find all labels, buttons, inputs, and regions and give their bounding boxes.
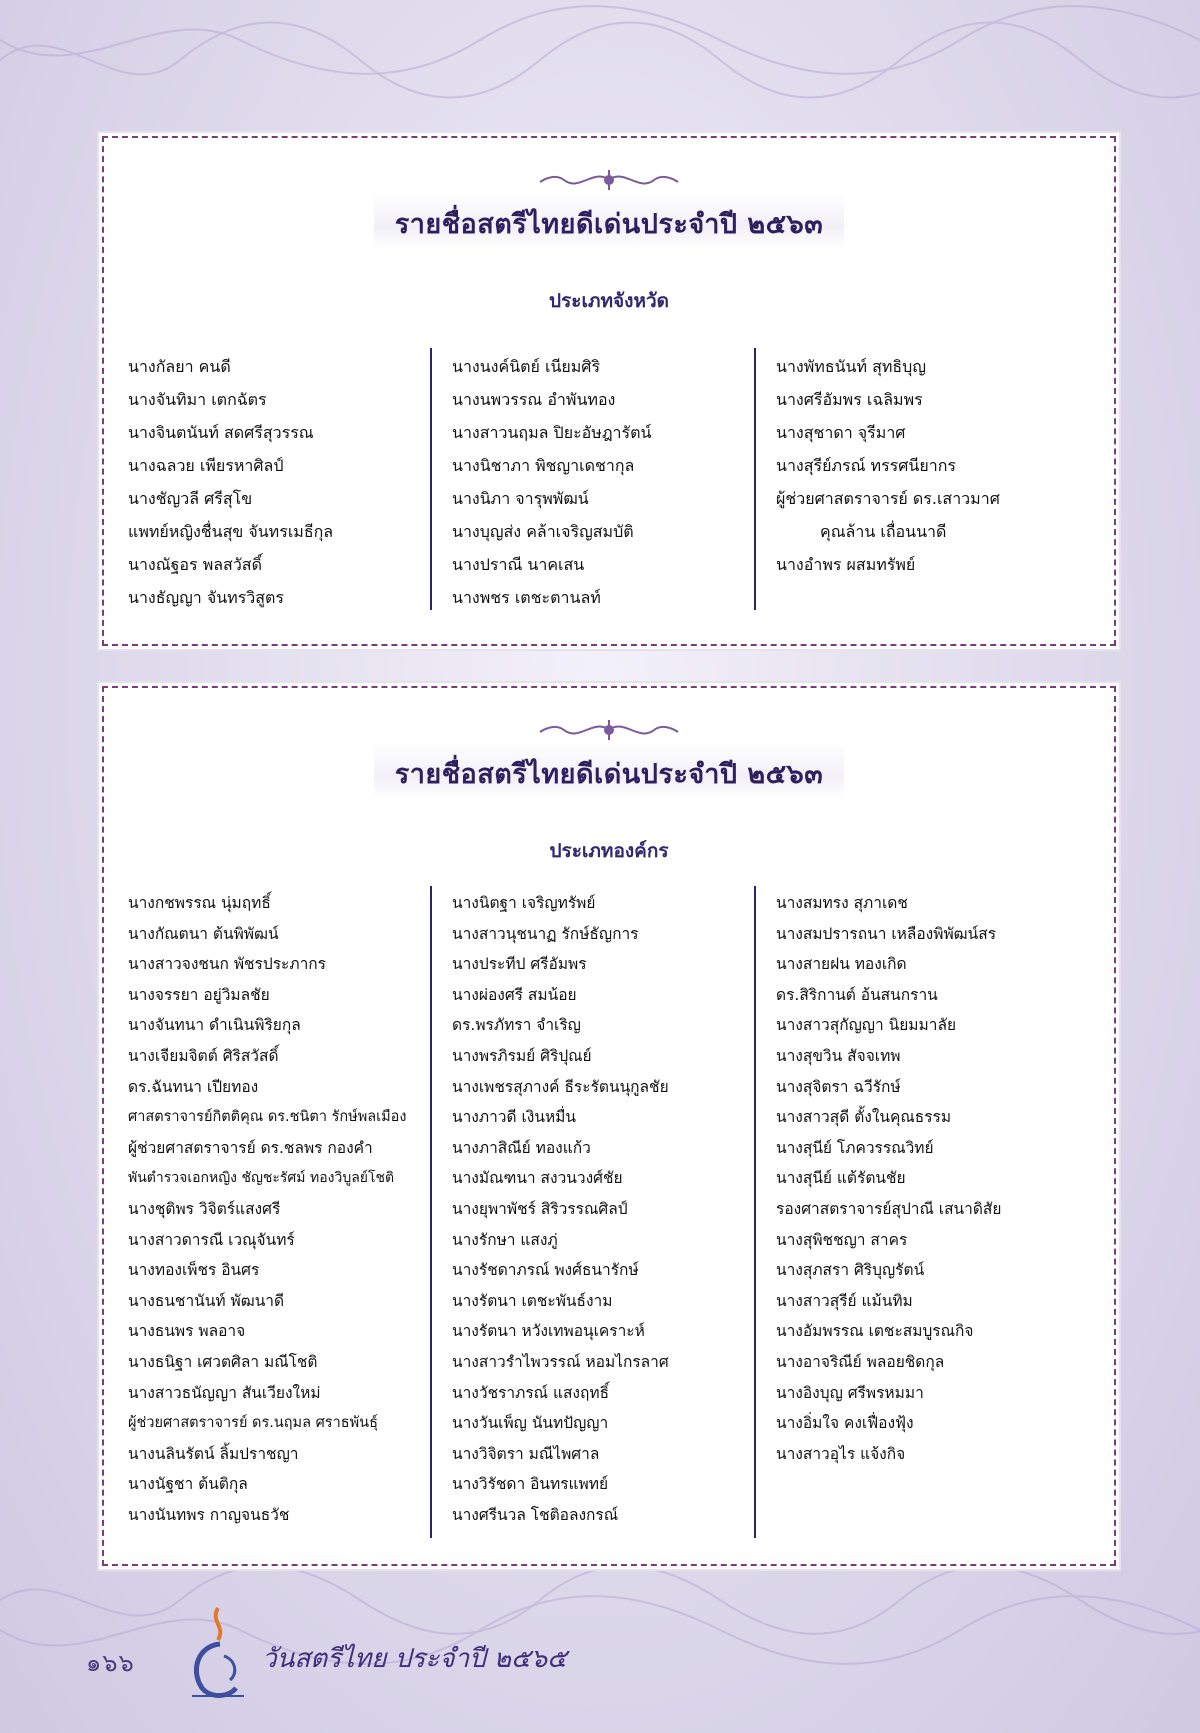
- name-item: ดร.สิริกานต์ อ้นสนกราน: [776, 985, 938, 1004]
- name-item: นางภาวดี เงินหมื่น: [452, 1108, 576, 1127]
- name-item: นางกชพรรณ นุ่มฤทธิ์: [128, 894, 271, 912]
- name-column-3: [776, 888, 1001, 1469]
- name-item: นางมัณฑนา สงวนวงศ์ชัย: [452, 1169, 623, 1188]
- name-item: นางรัตนา หวังเทพอนุเคราะห์: [452, 1322, 645, 1341]
- name-item: ผู้ช่วยศาสตราจารย์ ดร.ชลพร กองคำ: [128, 1138, 373, 1157]
- name-item: นางจรรยา อยู่วิมลชัย: [128, 985, 270, 1004]
- name-item: แพทย์หญิงชื่นสุข จันทรเมธีกุล: [128, 522, 334, 541]
- name-item: นางวันเพ็ญ นันทปัญญา: [452, 1414, 609, 1433]
- name-item: นางสุขวิน สัจจเทพ: [776, 1046, 901, 1065]
- name-item: นางอำพร ผสมทรัพย์: [776, 555, 916, 574]
- name-item: นางรัชดาภรณ์ พงศ์ธนารักษ์: [452, 1261, 639, 1280]
- name-item: นางนงค์นิตย์ เนียมศิริ: [452, 357, 601, 376]
- name-item: นางรักษา แสงภู่: [452, 1230, 558, 1249]
- name-item: นางกัลยา คนดี: [128, 357, 231, 376]
- name-item: ผู้ช่วยศาสตราจารย์ ดร.เสาวมาศ: [776, 489, 1000, 508]
- provincial-card: [102, 136, 1116, 646]
- name-item: นางนัฐชา ต้นติกุล: [128, 1475, 248, 1494]
- name-item: นางสุรีย์ภรณ์ ทรรศนียากร: [776, 456, 957, 475]
- name-item: พันตำรวจเอกหญิง ชัญชะรัศม์ ทองวิบูลย์โชติ: [128, 1170, 395, 1187]
- name-item: นางณัฐอร พลสวัสดิ์: [128, 555, 262, 574]
- name-item: นางสาวสุรีย์ แม้นทิม: [776, 1291, 913, 1310]
- category-heading: ประเภทจังหวัด: [549, 290, 669, 312]
- name-item: นางยุพาพัชร์ สิริวรรณศิลป์: [452, 1199, 628, 1218]
- name-item: นางศรีอัมพร เฉลิมพร: [776, 390, 923, 409]
- name-item: ผู้ช่วยศาสตราจารย์ ดร.นฤมล ศราธพันธุ์: [128, 1415, 378, 1432]
- name-item: นางอิ่มใจ คงเฟื่องฟุ้ง: [776, 1414, 914, 1433]
- name-item: นางนันทพร กาญจนธวัช: [128, 1505, 290, 1524]
- name-item: ดร.ฉันทนา เปียทอง: [128, 1077, 259, 1096]
- flourish-ornament-icon: [534, 164, 684, 194]
- section-title: รายชื่อสตรีไทยดีเด่นประจำปี ๒๕๖๓: [394, 209, 824, 240]
- name-item: นางปราณี นาคเสน: [452, 555, 585, 574]
- name-item: รองศาสตราจารย์สุปาณี เสนาดิสัย: [776, 1199, 1002, 1218]
- section-title: รายชื่อสตรีไทยดีเด่นประจำปี ๒๕๖๓: [394, 759, 824, 790]
- column-divider: [754, 348, 756, 610]
- name-column-3: [776, 350, 1000, 581]
- name-item: นางสมทรง สุภาเดช: [776, 894, 908, 912]
- name-item: นางชุติพร วิจิตร์แสงศรี: [128, 1199, 281, 1218]
- name-column-1: [128, 888, 406, 1530]
- name-column-1: [128, 350, 333, 614]
- name-item: นางวิรัชดา อินทรแพทย์: [452, 1475, 609, 1494]
- name-item: นางสาวสุดี ตั้งในคุณธรรม: [776, 1108, 952, 1127]
- name-item: นางสุนีย์ แต้รัตนชัย: [776, 1169, 906, 1188]
- name-item: นางนิตฐา เจริญทรัพย์: [452, 894, 596, 912]
- name-item: นางสุภสรา ศิริบุญรัตน์: [776, 1261, 925, 1280]
- name-item: นางภาสิณีย์ ทองแก้ว: [452, 1138, 591, 1157]
- women-day-logo-icon: [180, 1600, 256, 1710]
- name-item: นางสาวสุกัญญา นิยมมาลัย: [776, 1016, 957, 1035]
- organization-card: [102, 686, 1116, 1566]
- name-item: นางนิภา จารุพพัฒน์: [452, 489, 589, 508]
- category-heading: ประเภทองค์กร: [549, 840, 669, 862]
- top-ornament-band: [0, 0, 1200, 110]
- name-item: นางอาจริณีย์ พลอยชิดกุล: [776, 1352, 945, 1371]
- name-item: นางพรภิรมย์ ศิริปุณย์: [452, 1046, 592, 1065]
- name-item: ศาสตราจารย์กิตติคุณ ดร.ชนิตา รักษ์พลเมือง: [128, 1109, 407, 1126]
- name-item: นางสาวจงชนก พัชรประภากร: [128, 955, 326, 974]
- name-item: นางจันทิมา เตกฉัตร: [128, 390, 267, 409]
- name-item: ดร.พรภัทรา จำเริญ: [452, 1016, 581, 1035]
- name-item: นางธนชานันท์ พัฒนาดี: [128, 1291, 285, 1310]
- name-item: นางสาวนุชนาฏ รักษ์ธัญการ: [452, 924, 639, 943]
- name-item: นางวิจิตรา มณีไพศาล: [452, 1444, 600, 1463]
- name-item: นางพชร เตชะตานลท์: [452, 588, 601, 607]
- name-item: นางนิชาภา พิชญาเดชากุล: [452, 456, 635, 475]
- name-item: นางธนพร พลอาจ: [128, 1322, 246, 1341]
- name-item: นางจินตนันท์ สดศรีสุวรรณ: [128, 423, 314, 442]
- page-number: ๑๖๖: [86, 1649, 135, 1677]
- name-item: นางสาวอุไร แจ้งกิจ: [776, 1444, 906, 1463]
- name-item: นางชัญวลี ศรีสุโข: [128, 489, 253, 508]
- name-item: นางบุญส่ง คล้าเจริญสมบัติ: [452, 522, 634, 541]
- name-item: นางสุนีย์ โภควรรณวิทย์: [776, 1138, 934, 1157]
- footer-caption: วันสตรีไทย ประจำปี ๒๕๖๕: [262, 1644, 567, 1674]
- name-item: นางเจียมจิตต์ ศิริสวัสดิ์: [128, 1046, 279, 1065]
- column-divider: [754, 886, 756, 1538]
- name-item: นางจันทนา ดำเนินพิริยกุล: [128, 1016, 301, 1035]
- flourish-ornament-icon: [534, 714, 684, 744]
- name-item: นางทองเพ็ชร อินศร: [128, 1261, 260, 1280]
- name-item: นางวัชราภรณ์ แสงฤทธิ์: [452, 1383, 610, 1402]
- name-item: นางสุชาดา จุรีมาศ: [776, 423, 906, 442]
- name-item: นางสาวดารณี เวณุจันทร์: [128, 1230, 295, 1249]
- name-item: นางกัณตนา ต้นพิพัฒน์: [128, 924, 279, 943]
- column-divider: [430, 886, 432, 1538]
- name-item: นางสาวนฤมล ปิยะอัษฎารัตน์: [452, 423, 652, 442]
- name-item: นางศรีนวล โชติอลงกรณ์: [452, 1505, 619, 1524]
- name-column-2: [452, 888, 669, 1530]
- name-item: นางสายฝน ทองเกิด: [776, 955, 907, 974]
- name-item: นางเพชรสุภางค์ ธีระรัตนนุกูลชัย: [452, 1077, 669, 1096]
- name-item: นางผ่องศรี สมน้อย: [452, 985, 577, 1004]
- name-column-2: [452, 350, 651, 614]
- name-item: คุณล้าน เถื่อนนาดี: [820, 522, 947, 541]
- column-divider: [430, 348, 432, 610]
- name-item: นางอัมพรรณ เตชะสมบูรณกิจ: [776, 1322, 974, 1341]
- name-item: นางสุจิตรา ฉวีรักษ์: [776, 1077, 901, 1096]
- name-item: นางนพวรรณ อำพันทอง: [452, 390, 616, 409]
- name-item: นางสาวธนัญญา สันเวียงใหม่: [128, 1383, 321, 1402]
- name-item: นางธนิฐา เศวตศิลา มณีโชติ: [128, 1352, 318, 1371]
- name-item: นางธัญญา จันทรวิสูตร: [128, 588, 285, 607]
- name-item: นางสมปรารถนา เหลืองพิพัฒน์สร: [776, 924, 997, 943]
- name-item: นางสุพิชชญา สาคร: [776, 1230, 908, 1249]
- name-item: นางรัตนา เตชะพันธ์งาม: [452, 1291, 613, 1310]
- name-item: นางพัทธนันท์ สุทธิบุญ: [776, 357, 926, 376]
- name-item: นางสาวรำไพวรรณ์ หอมไกรลาศ: [452, 1352, 669, 1371]
- name-item: นางฉลวย เพียรหาศิลป์: [128, 456, 284, 475]
- name-item: นางนลินรัตน์ ลิ้มปราชญา: [128, 1444, 299, 1463]
- name-item: นางอิงบุญ ศรีพรหมมา: [776, 1383, 924, 1402]
- name-item: นางประทีป ศรีอัมพร: [452, 955, 587, 974]
